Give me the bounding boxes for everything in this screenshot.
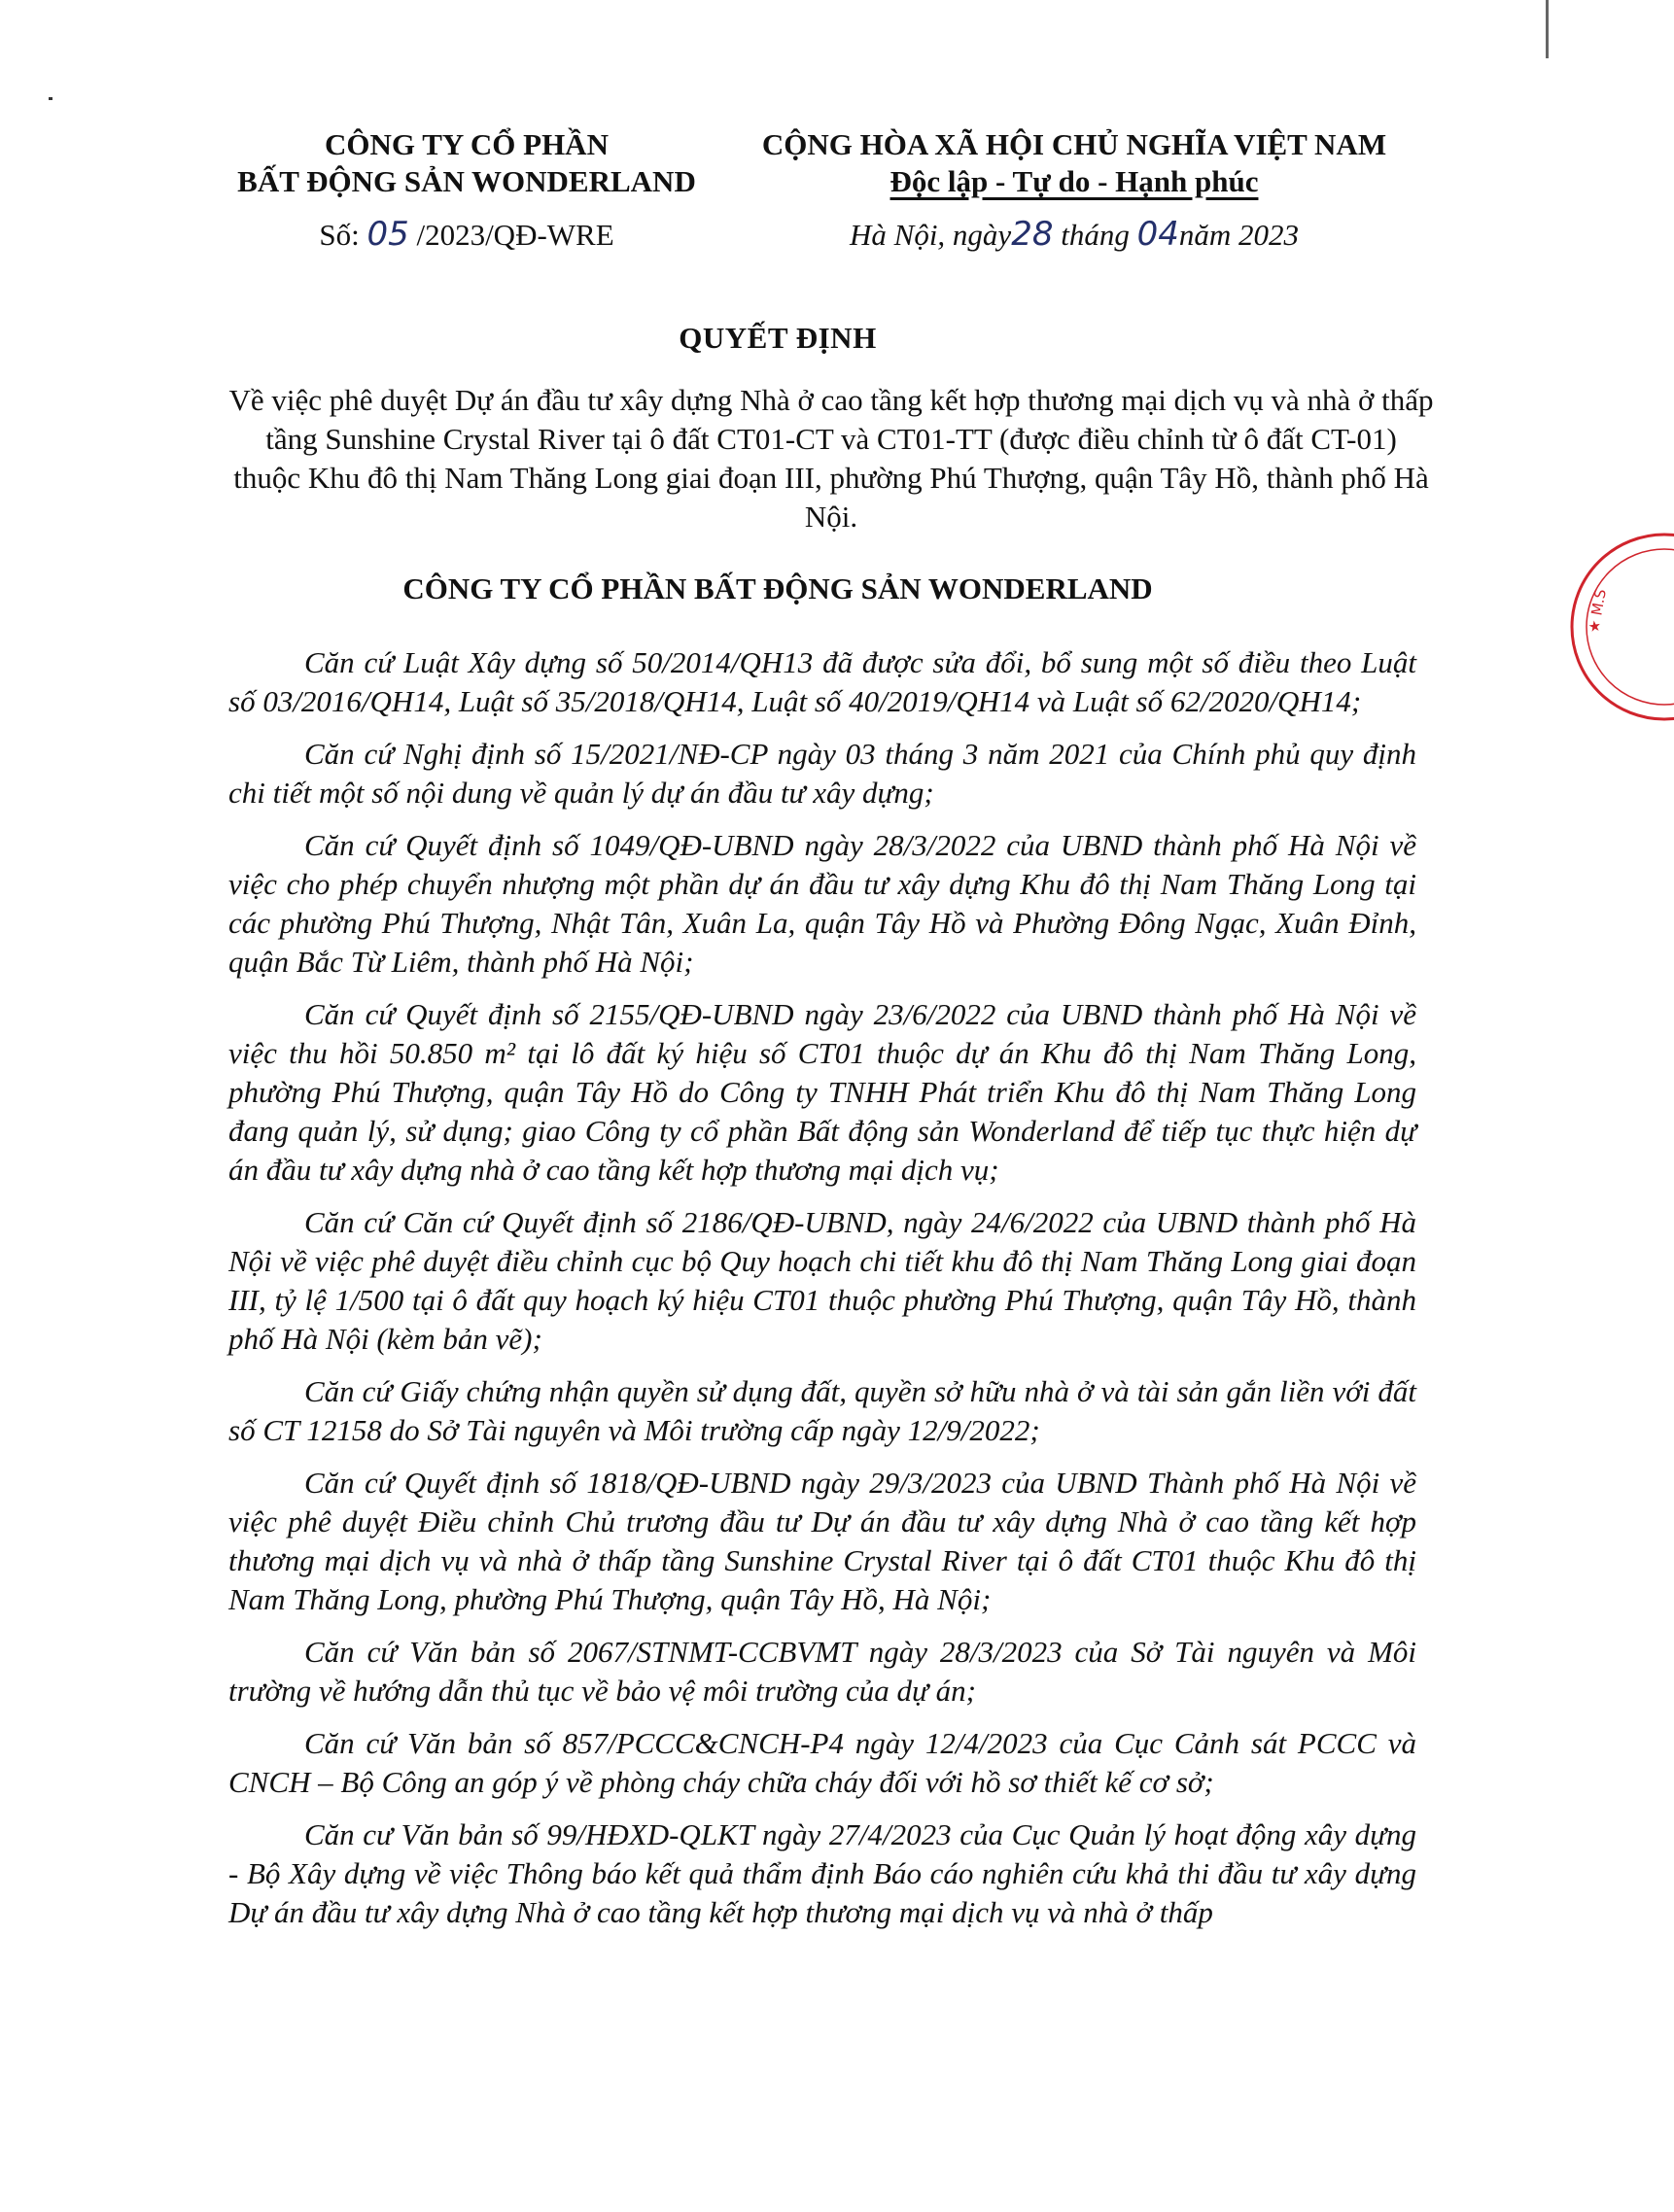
- nation-line-2: Độc lập - Tự do - Hạnh phúc: [889, 164, 1259, 198]
- date-year: năm 2023: [1178, 218, 1299, 252]
- issuing-company: CÔNG TY CỔ PHẦN BẤT ĐỘNG SẢN WONDERLAND: [402, 571, 1153, 605]
- company-line-1: CÔNG TY CỔ PHẦN: [325, 127, 609, 161]
- legal-basis-paragraph: Căn cứ Quyết định số 1818/QĐ-UBND ngày 29/3/2023 của UBND Thành phố Hà Nội về việc phê duyệt Điều chỉnh Chủ trương đầu tư Dự án đầu tư xây dựng Nhà ở cao tầng kết hợp thương mại dịch vụ và nhà ở thấp tầng Sunshine Crystal River tại ô đất CT01 thuộc Khu đô thị Nam Thăng Long, phường Phú Thượng, quận Tây Hồ, Hà Nội;: [228, 1466, 1416, 1616]
- nation-line-1: CỘNG HÒA XÃ HỘI CHỦ NGHĨA VIỆT NAM: [761, 127, 1387, 161]
- seal-text-fragment: ★ M.S: [1585, 587, 1610, 635]
- legal-basis-paragraph: Căn cứ Nghị định số 15/2021/NĐ-CP ngày 03 tháng 3 năm 2021 của Chính phủ quy định chi tiết một số nội dung về quản lý dự án đầu tư xây dựng;: [228, 737, 1416, 810]
- document-number: [209, 216, 724, 254]
- document-header: [0, 126, 1555, 272]
- legal-basis-paragraph: Căn cứ Quyết định số 2155/QĐ-UBND ngày 23/6/2022 của UBND thành phố Hà Nội về việc thu hồi 50.850 m² tại lô đất ký hiệu số CT01 thuộc dự án Khu đô thị Nam Thăng Long, phường Phú Thượng, quận Tây Hồ do Công ty TNHH Phát triển Khu đô thị Nam Thăng Long đang quản lý, sử dụng; giao Công ty cổ phần Bất động sản Wonderland để tiếp tục thực hiện dự án đầu tư xây dựng nhà ở cao tầng kết hợp thương mại dịch vụ;: [228, 997, 1416, 1187]
- legal-basis-paragraph: Căn cứ Căn cứ Quyết định số 2186/QĐ-UBND, ngày 24/6/2022 của UBND thành phố Hà Nội về việc phê duyệt điều chỉnh cục bộ Quy hoạch chi tiết khu đô thị Nam Thăng Long giai đoạn III, tỷ lệ 1/500 tại ô đất quy hoạch ký hiệu CT01 thuộc phường Phú Thượng, quận Tây Hồ, thành phố Hà Nội (kèm bản vẽ);: [228, 1205, 1416, 1356]
- document-title: QUYẾT ĐỊNH: [679, 321, 877, 355]
- legal-basis-paragraph: Căn cứ Văn bản số 2067/STNMT-CCBVMT ngày 28/3/2023 của Sở Tài nguyên và Môi trường về hướng dẫn thủ tục về bảo vệ môi trường của dự án;: [228, 1635, 1416, 1708]
- legal-basis-paragraph: Căn cư Văn bản số 99/HĐXD-QLKT ngày 27/4/2023 của Cục Quản lý hoạt động xây dựng - Bộ Xây dựng về việc Thông báo kết quả thẩm định Báo cáo nghiên cứu khả thi đầu tư xây dựng Dự án đầu tư xây dựng Nhà ở cao tầng kết hợp thương mại dịch vụ và nhà ở thấp: [228, 1817, 1416, 1929]
- red-seal-stamp: [1518, 525, 1674, 729]
- number-suffix: /2023/QĐ-WRE: [416, 218, 614, 252]
- legal-basis-paragraph: Căn cứ Văn bản số 857/PCCC&CNCH-P4 ngày 12/4/2023 của Cục Cảnh sát PCCC và CNCH – Bộ Công an góp ý về phòng cháy chữa cháy đối với hồ sơ thiết kế cơ sở;: [228, 1726, 1416, 1799]
- handwritten-day: 28: [1011, 215, 1054, 254]
- date-month-word: tháng: [1061, 218, 1130, 252]
- legal-basis-paragraph: Căn cứ Luật Xây dựng số 50/2014/QH13 đã được sửa đổi, bổ sung một số điều theo Luật số 03/2016/QH14, Luật số 35/2018/QH14, Luật số 40/2019/QH14 và Luật số 62/2020/QH14;: [228, 645, 1416, 718]
- document-subject: Về việc phê duyệt Dự án đầu tư xây dựng Nhà ở cao tầng kết hợp thương mại dịch vụ và nhà ở thấp tầng Sunshine Crystal River tại ô đất CT01-CT và CT01-TT (được điều chỉnh từ ô đất CT-01) thuộc Khu đô thị Nam Thăng Long giai đoạn III, phường Phú Thượng, quận Tây Hồ, thành phố Hà Nội.: [228, 383, 1434, 534]
- number-prefix: Số:: [319, 218, 360, 252]
- handwritten-month: 04: [1136, 215, 1179, 254]
- scan-edge-mark: [1546, 0, 1549, 58]
- legal-basis-paragraph: Căn cứ Giấy chứng nhận quyền sử dụng đất, quyền sở hữu nhà ở và tài sản gắn liền với đất số CT 12158 do Sở Tài nguyên và Môi trường cấp ngày 12/9/2022;: [228, 1374, 1416, 1447]
- national-motto-block: [734, 126, 1414, 254]
- legal-basis-paragraph: Căn cứ Quyết định số 1049/QĐ-UBND ngày 28/3/2022 của UBND thành phố Hà Nội về việc cho phép chuyển nhượng một phần dự án đầu tư xây dựng Khu đô thị Nam Thăng Long tại các phường Phú Thượng, Nhật Tân, Xuân La, quận Tây Hồ và Phường Đông Ngạc, Xuân Đỉnh, quận Bắc Từ Liêm, thành phố Hà Nội;: [228, 828, 1416, 979]
- scan-speck: [49, 97, 52, 100]
- handwritten-number: 05: [366, 215, 409, 254]
- company-block: [209, 126, 724, 254]
- company-line-2: BẤT ĐỘNG SẢN WONDERLAND: [237, 164, 696, 198]
- date-prefix: Hà Nội, ngày: [850, 218, 1012, 252]
- legal-basis-list: [228, 643, 1416, 1946]
- issue-date: [734, 216, 1414, 254]
